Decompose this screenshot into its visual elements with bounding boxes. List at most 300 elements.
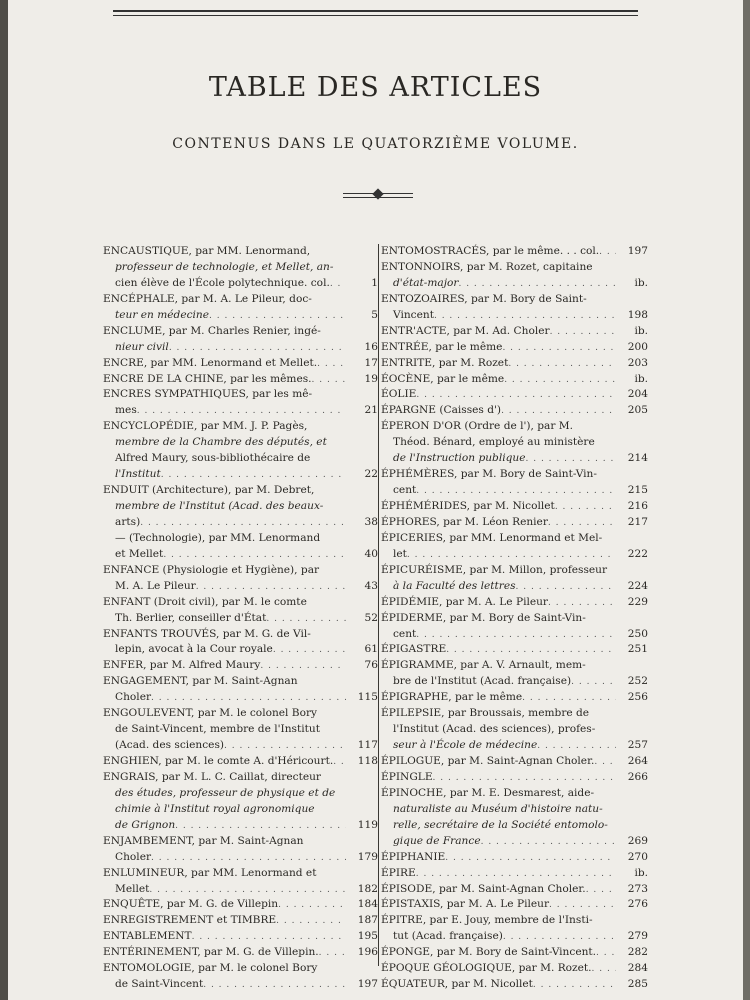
dot-leader — [149, 883, 346, 898]
toc-entry-line — [103, 945, 378, 961]
dot-leader — [209, 309, 346, 324]
toc-entry-text: ENCÉPHALE, par M. A. Le Pileur, doc- — [103, 292, 312, 305]
toc-entry-page: 119 — [357, 818, 378, 831]
toc-entry-line — [103, 419, 378, 435]
dot-leader — [434, 309, 616, 324]
toc-entry-line — [103, 818, 378, 834]
toc-entry-text: gique de France — [393, 834, 481, 847]
toc-entry-line — [103, 340, 378, 356]
toc-entry-line — [381, 356, 648, 372]
dot-leader — [273, 643, 346, 658]
toc-entry-text: ENFANT (Droit civil), par M. le comte — [103, 595, 307, 608]
toc-entry-text: mes — [115, 404, 137, 417]
toc-entry-page: 52 — [364, 611, 378, 624]
toc-entry-text: ENTRÉE, par le même — [381, 340, 503, 353]
toc-entry-text: Alfred Maury, sous-bibliothécaire de — [115, 452, 311, 465]
toc-entry-text: ÉPERON D'OR (Ordre de l'), par M. — [381, 420, 574, 433]
dot-leader — [175, 819, 346, 834]
toc-entry-text: teur en médecine — [115, 308, 210, 321]
toc-entry-line — [103, 627, 378, 643]
toc-entry-line — [381, 260, 648, 276]
dot-leader — [533, 978, 616, 993]
toc-entry-text: ENGOULEVENT, par M. le colonel Bory — [103, 707, 318, 720]
dot-leader — [592, 962, 616, 977]
toc-entry-text: ÉPONGE, par M. Bory de Saint-Vincent. — [381, 946, 597, 959]
dot-leader — [522, 691, 616, 706]
toc-entry-text: et Mellet — [115, 547, 164, 560]
dot-leader — [481, 835, 616, 850]
toc-entry-page: 115 — [357, 691, 378, 704]
toc-entry-line — [103, 786, 378, 802]
toc-entry-line — [103, 276, 378, 292]
toc-entry-page: 269 — [627, 834, 648, 847]
dot-leader — [550, 325, 616, 340]
toc-entry-line — [381, 977, 648, 993]
toc-entry-text: ENFANTS TROUVÉS, par M. G. de Vil- — [103, 627, 311, 640]
toc-entry-line — [103, 770, 378, 786]
toc-entry-line — [103, 866, 378, 882]
dot-leader — [548, 516, 616, 531]
toc-entry-text: ÉPINGLE — [381, 770, 433, 783]
toc-entry-line — [103, 802, 378, 818]
toc-entry-page: 43 — [364, 579, 378, 592]
toc-entry-line — [103, 690, 378, 706]
dot-leader — [319, 946, 346, 961]
toc-entry-page: 224 — [627, 579, 648, 592]
toc-entry-text: tut (Acad. française) — [393, 930, 503, 943]
toc-entry-line — [381, 897, 648, 913]
toc-entry-page: ib. — [634, 372, 648, 385]
dot-leader — [549, 898, 616, 913]
dot-leader — [151, 691, 346, 706]
dot-leader — [508, 357, 616, 372]
toc-entry-line — [103, 658, 378, 674]
dot-leader — [537, 739, 616, 754]
top-rule — [113, 10, 638, 12]
toc-entry-page: 17 — [364, 356, 378, 369]
toc-entry-page: 1 — [371, 276, 378, 289]
toc-entry-line — [103, 403, 378, 419]
toc-entry-line — [103, 244, 378, 260]
dot-leader — [594, 755, 616, 770]
toc-entry-text: ÉPIGASTRE — [381, 643, 447, 656]
dot-leader — [516, 580, 616, 595]
toc-entry-text: arts) — [115, 515, 141, 528]
toc-entry-text: Choler — [115, 691, 152, 704]
book-page — [8, 0, 743, 1000]
toc-entry-line — [381, 483, 648, 499]
toc-entry-text: Mellet — [115, 882, 150, 895]
toc-entry-line — [103, 483, 378, 499]
toc-entry-text: ÉPIDERME, par M. Bory de Saint-Vin- — [381, 611, 586, 624]
toc-entry-text: nieur civil — [115, 340, 169, 353]
toc-entry-line — [103, 611, 378, 627]
toc-entry-text: ENCRE, par MM. Lenormand et Mellet. — [103, 356, 318, 369]
toc-entry-page: 229 — [627, 595, 648, 608]
toc-entry-line — [381, 563, 648, 579]
toc-entry-line — [381, 467, 648, 483]
toc-entry-text: seur à l'École de médecine — [393, 739, 538, 752]
toc-entry-page: 16 — [364, 340, 378, 353]
dot-leader — [330, 277, 346, 292]
toc-entry-page: 276 — [627, 898, 648, 911]
toc-entry-page: 117 — [357, 739, 378, 752]
toc-entry-line — [381, 882, 648, 898]
toc-entry-page: 257 — [627, 739, 648, 752]
dot-leader — [137, 404, 346, 419]
toc-entry-line — [381, 419, 648, 435]
toc-entry-text: ÉPICERIES, par MM. Lenormand et Mel- — [381, 531, 603, 544]
toc-entry-text: ENTR'ACTE, par M. Ad. Choler — [381, 324, 550, 337]
toc-entry-line — [381, 706, 648, 722]
toc-entry-text: ENLUMINEUR, par MM. Lenormand et — [103, 866, 317, 879]
toc-entry-page: 200 — [627, 340, 648, 353]
toc-entry-page: 76 — [364, 659, 378, 672]
toc-entry-line — [381, 674, 648, 690]
dot-leader — [599, 245, 616, 260]
toc-entry-page: 38 — [364, 515, 378, 528]
toc-entry-page: ib. — [634, 324, 648, 337]
toc-entry-text: ÉPILEPSIE, par Broussais, membre de — [381, 707, 590, 720]
toc-entry-text: (Acad. des sciences) — [115, 739, 225, 752]
toc-entry-text: ÉPHORES, par M. Léon Renier — [381, 515, 548, 528]
toc-entry-page: 222 — [627, 547, 648, 560]
toc-entry-page: 270 — [627, 850, 648, 863]
toc-entry-line — [381, 770, 648, 786]
toc-entry-text: ÉPISTAXIS, par M. A. Le Pileur — [381, 898, 550, 911]
toc-entry-text: ÉPIGRAMME, par A. V. Arnault, mem- — [381, 659, 586, 672]
dot-leader — [196, 580, 346, 595]
toc-entry-line — [381, 961, 648, 977]
dot-leader — [458, 277, 616, 292]
toc-entry-text: ENTRITE, par M. Rozet — [381, 356, 509, 369]
dot-leader — [312, 373, 346, 388]
toc-entry-line — [103, 356, 378, 372]
toc-entry-line — [381, 499, 648, 515]
toc-entry-line — [381, 403, 648, 419]
toc-entry-text: ENGAGEMENT, par M. Saint-Agnan — [103, 675, 298, 688]
dot-leader — [317, 357, 346, 372]
toc-entry-page: 214 — [627, 452, 648, 465]
toc-entry-line — [103, 913, 378, 929]
toc-entry-page: 179 — [357, 850, 378, 863]
toc-entry-text: ENCRE DE LA CHINE, par les mêmes. — [103, 372, 312, 385]
toc-entry-line — [103, 834, 378, 850]
toc-entry-page: 205 — [627, 404, 648, 417]
toc-entry-line — [103, 738, 378, 754]
toc-entry-line — [381, 690, 648, 706]
toc-entry-text: Th. Berlier, conseiller d'État — [115, 611, 267, 624]
toc-entry-line — [103, 850, 378, 866]
dot-leader — [192, 930, 346, 945]
toc-entry-page: ib. — [634, 866, 648, 879]
toc-entry-text: ÉPISODE, par M. Saint-Agnan Choler. — [381, 882, 586, 895]
toc-entry-text: ÉPILOGUE, par M. Saint-Agnan Choler. — [381, 755, 595, 767]
toc-entry-page: 61 — [364, 643, 378, 656]
toc-entry-line — [103, 595, 378, 611]
dot-leader — [504, 373, 616, 388]
dot-leader — [503, 930, 616, 945]
toc-entry-text: ENTOZOAIRES, par M. Bory de Saint- — [381, 292, 587, 305]
toc-entry-text: ÉPIRE — [381, 866, 416, 879]
toc-entry-text: d'état-major — [393, 276, 459, 289]
toc-entry-text: ENCRES SYMPATHIQUES, par les mê- — [103, 388, 313, 401]
page-title: TABLE DES ARTICLES — [208, 72, 543, 103]
toc-entry-line — [381, 786, 648, 802]
toc-entry-line — [103, 435, 378, 451]
toc-entry-page: 21 — [364, 404, 378, 417]
dot-leader — [276, 914, 346, 929]
toc-entry-line — [381, 818, 648, 834]
toc-entry-line — [103, 579, 378, 595]
dot-leader — [203, 978, 346, 993]
toc-entry-line — [381, 642, 648, 658]
toc-entry-page: 279 — [627, 930, 648, 943]
toc-entry-text: membre de la Chambre des députés, et — [115, 436, 327, 449]
toc-entry-page: 216 — [627, 500, 648, 512]
toc-entry-line — [381, 834, 648, 850]
toc-entry-text: let — [393, 547, 407, 560]
toc-entry-line — [381, 387, 648, 403]
toc-entry-text: cent — [393, 627, 417, 640]
dot-leader — [407, 548, 616, 563]
toc-entry-line — [381, 627, 648, 643]
toc-entry-text: bre de l'Institut (Acad. française) — [393, 675, 572, 688]
toc-entry-text: ÉPHÉMÉRIDES, par M. Nicollet — [381, 500, 555, 512]
toc-entry-line — [381, 738, 648, 754]
toc-entry-page: 19 — [364, 372, 378, 385]
dot-leader — [161, 468, 346, 483]
toc-entry-line — [381, 451, 648, 467]
toc-entry-text: ENCAUSTIQUE, par MM. Lenormand, — [103, 245, 311, 257]
toc-entry-text: des études, professeur de physique et de — [115, 786, 336, 799]
toc-entry-text: Théod. Bénard, employé au ministère — [393, 436, 595, 449]
toc-entry-text: ENTOMOLOGIE, par M. le colonel Bory — [103, 962, 318, 975]
dot-leader — [333, 755, 346, 770]
toc-entry-page: ib. — [634, 276, 648, 289]
toc-entry-line — [381, 611, 648, 627]
dot-leader — [416, 867, 616, 882]
toc-entry-text: M. A. Le Pileur — [115, 579, 196, 592]
toc-entry-page: 203 — [627, 356, 648, 369]
dot-leader — [140, 516, 346, 531]
toc-entry-page: 266 — [627, 770, 648, 783]
toc-entry-line — [103, 706, 378, 722]
dot-leader — [416, 388, 616, 403]
toc-entry-text: ENTONNOIRS, par M. Rozet, capitaine — [381, 260, 593, 273]
dot-leader — [266, 612, 346, 627]
toc-entry-line — [381, 547, 648, 563]
dot-leader — [586, 883, 616, 898]
page-subtitle: CONTENUS DANS LE QUATORZIÈME VOLUME. — [172, 136, 579, 152]
toc-entry-line — [103, 929, 378, 945]
toc-entry-text: lepin, avocat à la Cour royale — [115, 643, 273, 656]
toc-entry-page: 264 — [627, 755, 648, 767]
toc-entry-text: l'Institut (Acad. des sciences), profes- — [393, 723, 596, 736]
toc-entry-text: chimie à l'Institut royal agronomique — [115, 802, 315, 815]
toc-entry-text: ÉPICURÉISME, par M. Millon, professeur — [381, 563, 608, 576]
toc-entry-line — [381, 658, 648, 674]
toc-entry-text: — (Technologie), par MM. Lenormand — [115, 531, 321, 544]
toc-entry-line — [381, 595, 648, 611]
toc-entry-text: de l'Instruction publique — [393, 452, 526, 465]
toc-entry-line — [381, 292, 648, 308]
toc-entry-text: ÉPIPHANIE — [381, 850, 446, 863]
toc-entry-line — [103, 324, 378, 340]
toc-entry-line — [381, 913, 648, 929]
toc-entry-line — [381, 308, 648, 324]
toc-entry-text: à la Faculté des lettres — [393, 579, 516, 592]
toc-entry-page: 198 — [627, 308, 648, 321]
toc-entry-line — [381, 929, 648, 945]
toc-entry-line — [381, 579, 648, 595]
toc-entry-text: de Saint-Vincent, membre de l'Institut — [115, 723, 320, 736]
toc-entry-page: 118 — [357, 755, 378, 767]
toc-entry-line — [381, 340, 648, 356]
toc-entry-page: 195 — [357, 930, 378, 943]
dot-leader — [163, 548, 346, 563]
toc-entry-page: 204 — [627, 388, 648, 401]
toc-entry-page: 197 — [627, 245, 648, 257]
toc-entry-line — [381, 372, 648, 388]
toc-entry-text: ENCLUME, par M. Charles Renier, ingé- — [103, 324, 321, 337]
dot-leader — [502, 341, 616, 356]
toc-entry-text: relle, secrétaire de la Société entomolo- — [393, 818, 608, 831]
toc-entry-page: 197 — [357, 978, 378, 991]
toc-entry-text: de Saint-Vincent — [115, 978, 204, 991]
ornament-divider — [343, 193, 413, 198]
toc-entry-line — [381, 754, 648, 770]
toc-entry-line — [103, 754, 378, 770]
toc-entry-line — [103, 531, 378, 547]
toc-entry-line — [103, 674, 378, 690]
toc-entry-line — [103, 308, 378, 324]
toc-entry-page: 250 — [627, 627, 648, 640]
dot-leader — [278, 898, 346, 913]
toc-entry-line — [103, 515, 378, 531]
dot-leader — [501, 404, 616, 419]
toc-entry-line — [103, 977, 378, 993]
toc-entry-text: ENTOMOSTRACÉS, par le même. . . col. — [381, 245, 600, 257]
dot-leader — [571, 675, 616, 690]
toc-entry-line — [103, 467, 378, 483]
toc-entry-page: 251 — [627, 643, 648, 656]
toc-entry-text: ÉPITRE, par E. Jouy, membre de l'Insti- — [381, 914, 593, 927]
toc-entry-page: 187 — [357, 914, 378, 927]
toc-entry-text: ÉPARGNE (Caisses d') — [381, 404, 502, 417]
toc-entry-text: ÉPINOCHE, par M. E. Desmarest, aide- — [381, 786, 595, 799]
toc-entry-line — [381, 722, 648, 738]
dot-leader — [151, 851, 346, 866]
toc-entry-line — [103, 499, 378, 515]
toc-entry-line — [103, 961, 378, 977]
toc-entry-text: ENJAMBEMENT, par M. Saint-Agnan — [103, 834, 304, 847]
toc-entry-page: 5 — [371, 308, 378, 321]
toc-entry-page: 284 — [627, 962, 648, 975]
toc-entry-text: ENFER, par M. Alfred Maury — [103, 659, 261, 672]
column-divider — [378, 244, 379, 966]
toc-entry-line — [381, 866, 648, 882]
toc-entry-line — [103, 547, 378, 563]
dot-leader — [433, 771, 616, 786]
toc-entry-line — [103, 722, 378, 738]
toc-entry-line — [381, 515, 648, 531]
toc-entry-text: ENGRAIS, par M. L. C. Caillat, directeur — [103, 770, 321, 783]
toc-entry-line — [381, 244, 648, 260]
toc-entry-text: ENQUÊTE, par M. G. de Villepin — [103, 898, 279, 911]
right-column — [381, 244, 648, 993]
toc-entry-text: ENTÉRINEMENT, par M. G. de Villepin. — [103, 946, 319, 959]
toc-entry-text: membre de l'Institut (Acad. des beaux- — [115, 500, 324, 512]
toc-entry-page: 40 — [364, 547, 378, 560]
dot-leader — [526, 452, 617, 467]
toc-entry-line — [381, 435, 648, 451]
toc-entry-text: ÉPHÉMÈRES, par M. Bory de Saint-Vin- — [381, 468, 597, 481]
toc-entry-text: Vincent — [393, 308, 434, 321]
dot-leader — [416, 628, 616, 643]
toc-entry-text: professeur de technologie, et Mellet, an- — [115, 260, 334, 273]
toc-entry-text: de Grignon — [115, 818, 176, 831]
toc-entry-line — [103, 292, 378, 308]
toc-entry-text: ÉPOQUE GÉOLOGIQUE, par M. Rozet. — [381, 962, 592, 975]
toc-entry-page: 22 — [364, 468, 378, 481]
toc-entry-page: 217 — [627, 515, 648, 528]
toc-entry-text: ENFANCE (Physiologie et Hygiène), par — [103, 563, 320, 576]
toc-entry-page: 215 — [627, 484, 648, 497]
toc-entry-line — [381, 276, 648, 292]
toc-entry-page: 282 — [627, 946, 648, 959]
toc-entry-text: ÉPIDÉMIE, par M. A. Le Pileur — [381, 595, 549, 608]
toc-entry-text: cien élève de l'École polytechnique. col. — [115, 276, 330, 289]
toc-entry-line — [381, 324, 648, 340]
toc-entry-line — [103, 897, 378, 913]
toc-entry-line — [103, 372, 378, 388]
toc-entry-line — [103, 882, 378, 898]
toc-entry-line — [381, 945, 648, 961]
toc-entry-line — [381, 850, 648, 866]
toc-entry-text: cent — [393, 484, 417, 497]
dot-leader — [445, 851, 616, 866]
toc-entry-text: ÉQUATEUR, par M. Nicollet — [381, 978, 533, 991]
dot-leader — [224, 739, 346, 754]
dot-leader — [555, 500, 616, 515]
toc-entry-page: 252 — [627, 675, 648, 688]
toc-entry-text: ÉOCÈNE, par le même — [381, 372, 505, 385]
toc-entry-line — [381, 531, 648, 547]
dot-leader — [416, 484, 616, 499]
dot-leader — [260, 659, 346, 674]
dot-leader — [596, 946, 616, 961]
left-column — [103, 244, 378, 993]
top-rule-thin — [113, 15, 638, 16]
toc-entry-line — [103, 642, 378, 658]
toc-entry-page: 256 — [627, 691, 648, 704]
toc-entry-text: Choler — [115, 850, 152, 863]
toc-entry-page: 184 — [357, 898, 378, 911]
toc-entry-text: ENDUIT (Architecture), par M. Debret, — [103, 484, 315, 497]
toc-entry-line — [103, 260, 378, 276]
toc-entry-line — [103, 451, 378, 467]
dot-leader — [169, 341, 346, 356]
dot-leader — [446, 643, 616, 658]
toc-entry-page: 182 — [357, 882, 378, 895]
dot-leader — [548, 596, 616, 611]
toc-entry-text: l'Institut — [115, 468, 161, 481]
book-spine — [0, 0, 8, 1000]
toc-entry-line — [381, 802, 648, 818]
toc-entry-page: 273 — [627, 882, 648, 895]
toc-entry-line — [103, 387, 378, 403]
